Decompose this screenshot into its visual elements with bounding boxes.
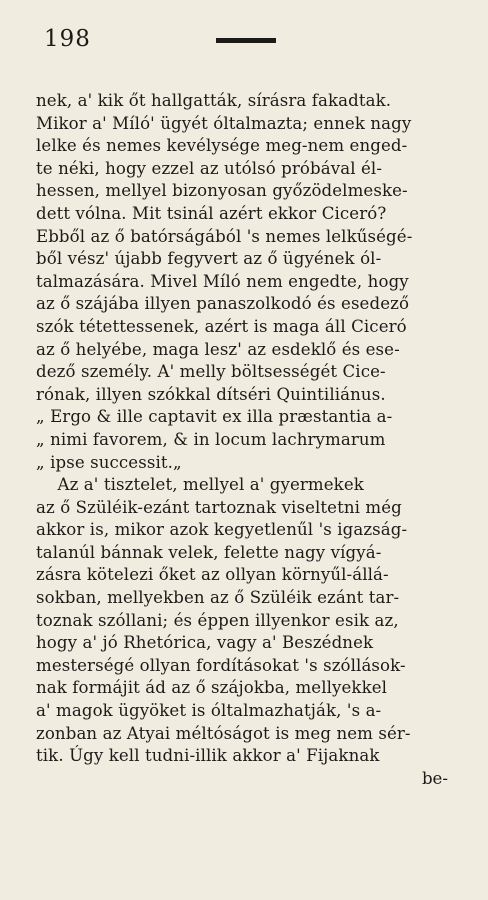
header-rule [216, 38, 276, 43]
page-number: 198 [44, 26, 91, 52]
text-line: Mikor a' Míló' ügyét óltalmazta; ennek nagy [36, 113, 412, 133]
text-line: szók tétettessenek, azért is maga áll Ciceró [36, 316, 407, 336]
text-line: zásra kötelezi őket az ollyan környűl-állá- [36, 565, 389, 585]
text-line: zonban az Atyai méltóságot is meg nem sér- [36, 723, 411, 743]
text-line: az ő helyébe, maga lesz' az esdeklő és ese- [36, 339, 400, 359]
text-line: a' magok ügyöket is óltalmazhatják, 's a- [36, 701, 382, 721]
text-line: toznak szóllani; és éppen illyenkor esik az, [36, 610, 399, 630]
text-line: nak formájit ád az ő szájokba, mellyekkel [36, 678, 388, 698]
catchword: be- [421, 768, 448, 788]
text-line: az ő szájába illyen panaszolkodó és esedező [36, 294, 410, 314]
text-line: Ebből az ő batórságából 's nemes lelkűségé- [36, 226, 413, 246]
text-line: sokban, mellyekben az ő Szüléik ezánt tar- [36, 588, 400, 608]
text-line: dett vólna. Mit tsinál azért ekkor Ciceró? [36, 203, 387, 223]
text-line: „ Ergo & ille captavit ex illa præstantia a- [36, 407, 393, 427]
text-line: talmazására. Mivel Míló nem engedte, hogy [36, 271, 409, 291]
text-line: az ő Szüléik-ezánt tartoznak viseltetni még [36, 497, 402, 517]
text-line: „ nimi favorem, & in locum lachrymarum [36, 429, 386, 449]
text-line: ből vész' újabb fegyvert az ő ügyének ól- [36, 249, 382, 269]
text-line: „ ipse successit.„ [36, 452, 182, 472]
text-line: hogy a' jó Rhetórica, vagy a' Beszédnek [36, 633, 374, 653]
text-line: mesterségé ollyan fordításokat 's szóllások- [36, 655, 406, 675]
text-line: nek, a' kik őt hallgatták, sírásra fakadtak. [36, 91, 392, 110]
text-line: Az a' tisztelet, mellyel a' gyermekek [36, 475, 364, 495]
text-line: te néki, hogy ezzel az utólsó próbával él- [36, 158, 383, 178]
text-line: tik. Úgy kell tudni-illik akkor a' Fijaknak [36, 746, 380, 766]
body-text [36, 90, 466, 790]
text-line: hessen, mellyel bizonyosan győzödelmeske- [36, 181, 408, 201]
text-line: talanúl bánnak velek, felette nagy vígyá- [36, 542, 382, 562]
text-line: rónak, illyen szókkal dítséri Quintiliánus. [36, 384, 386, 404]
text-line: akkor is, mikor azok kegyetlenűl 's igazság- [36, 520, 408, 540]
text-line: dező személy. A' melly böltsességét Cice- [36, 362, 386, 382]
text-line: lelke és nemes kevélysége meg-nem enged- [36, 136, 408, 156]
